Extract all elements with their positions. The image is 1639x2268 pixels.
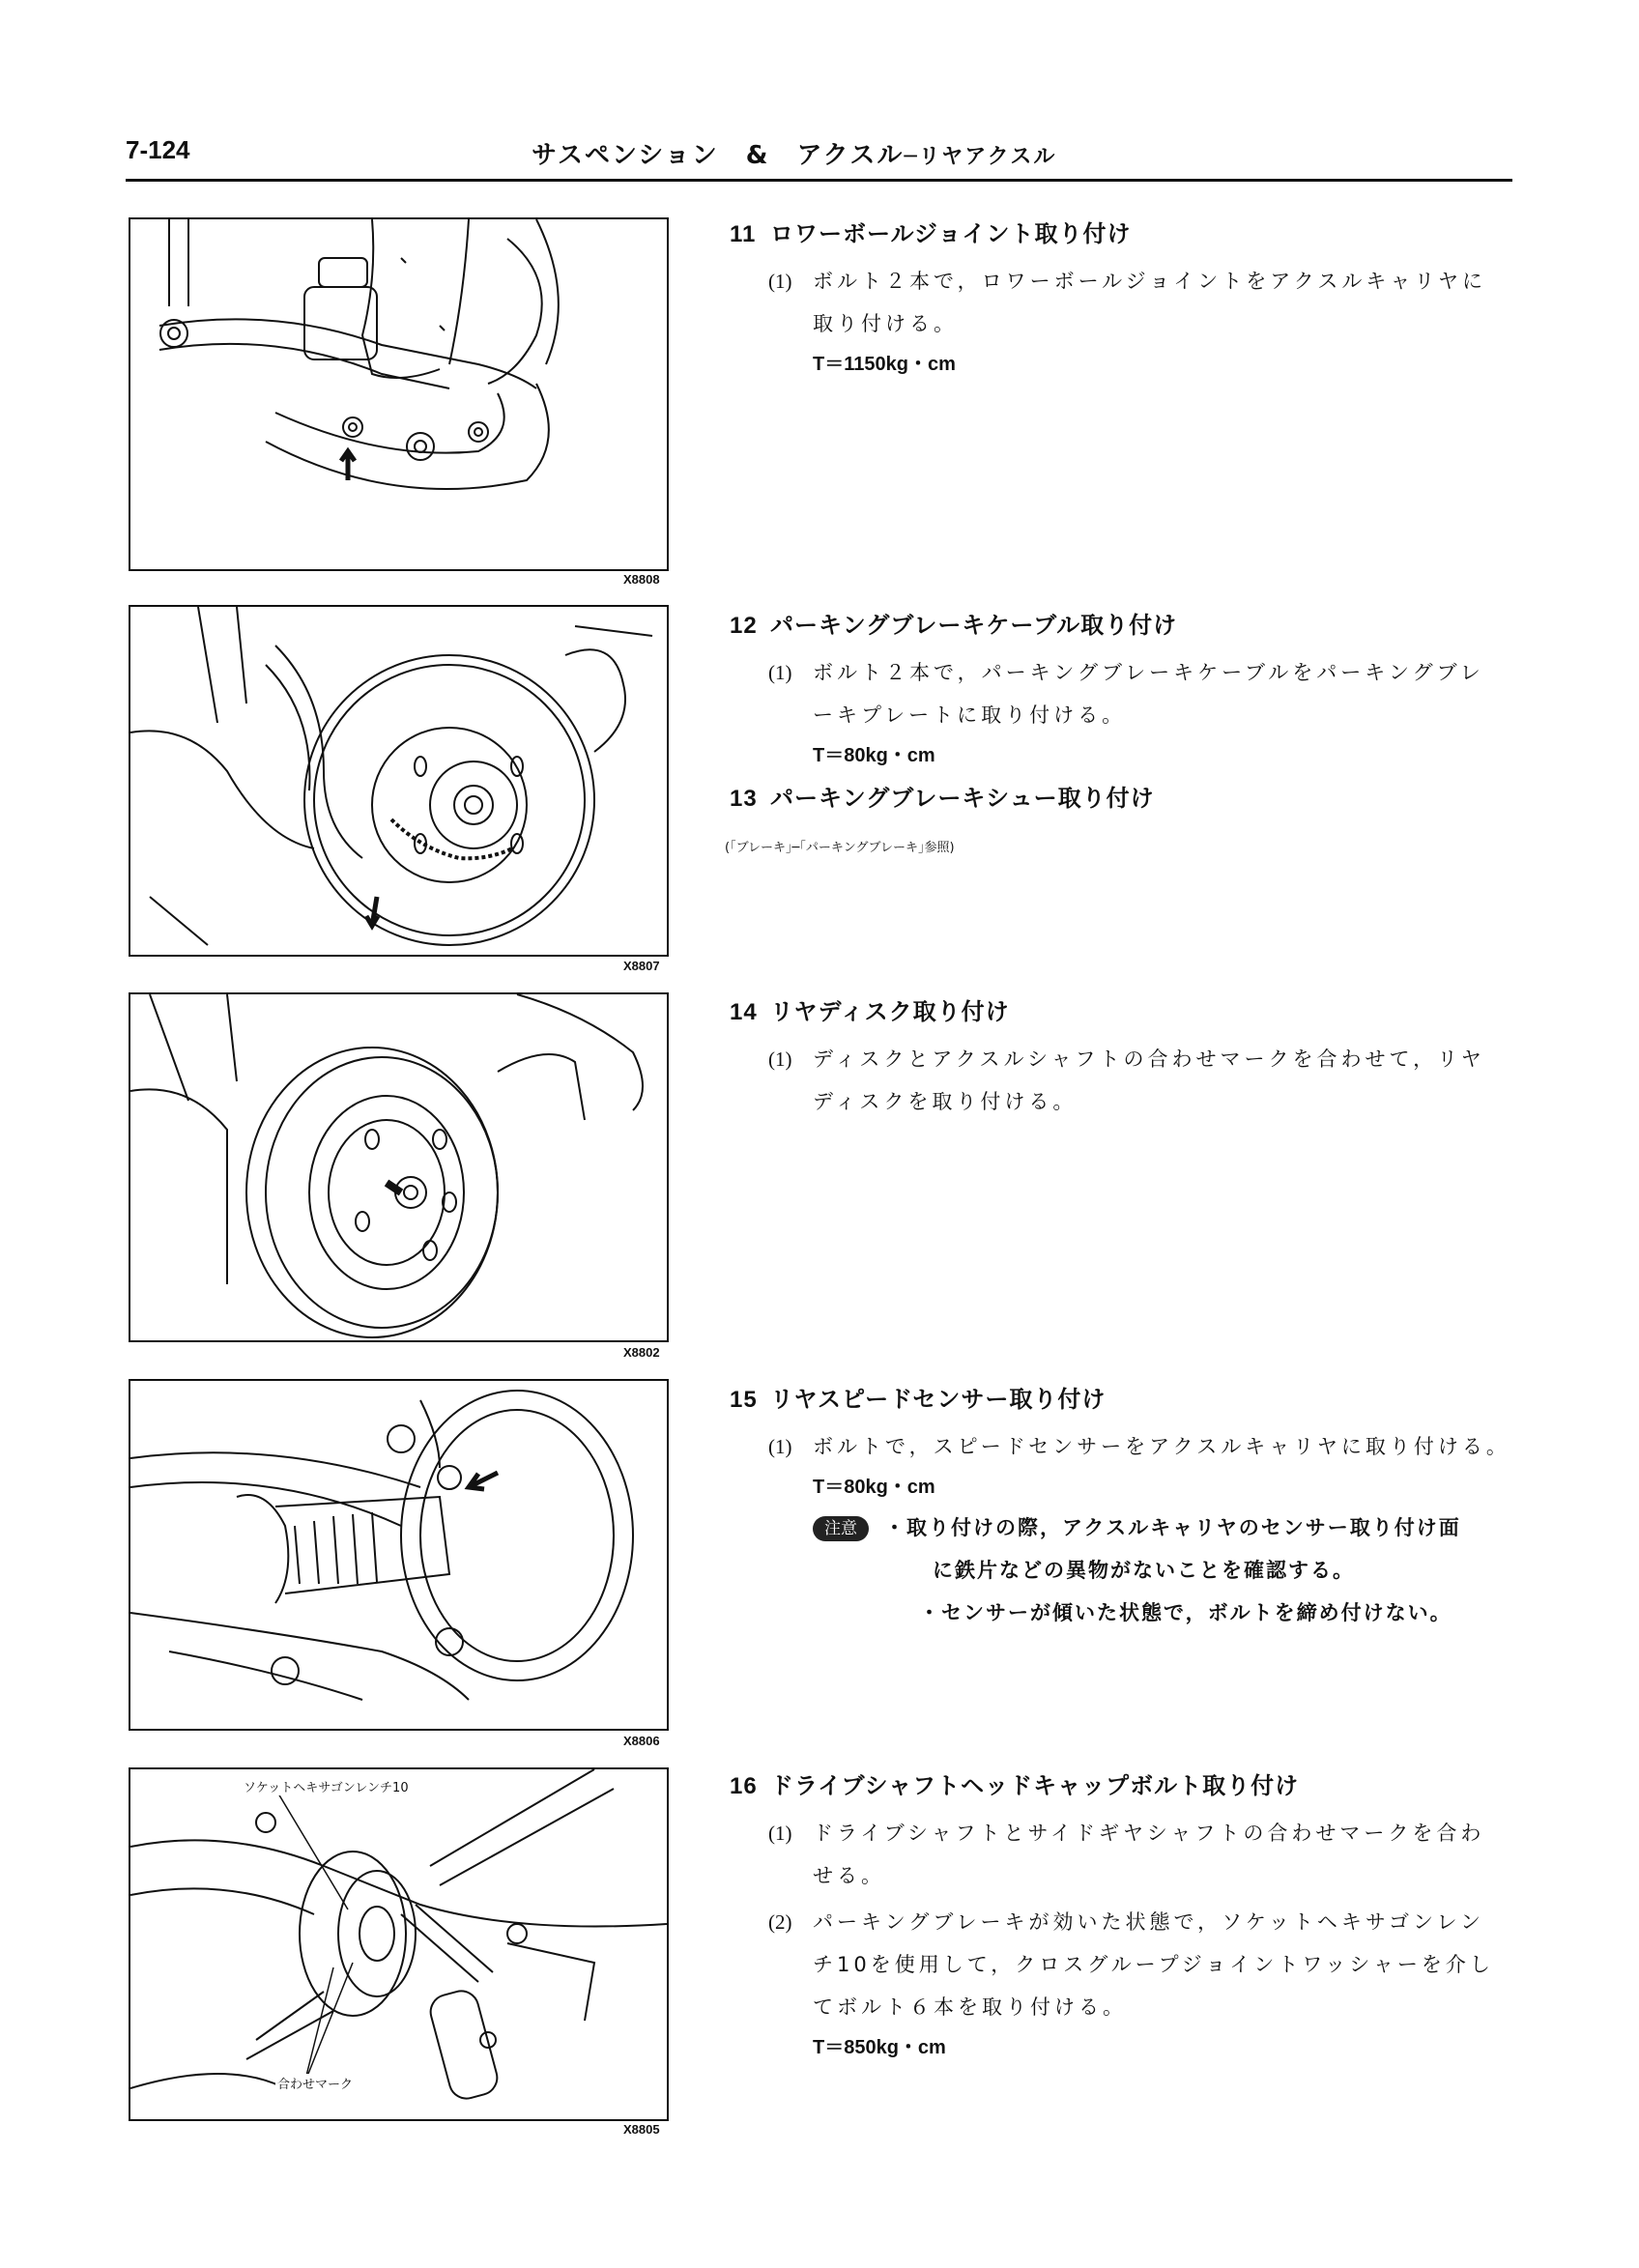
step-number: 16 [730, 1773, 758, 1799]
figure-code: X8802 [623, 1345, 660, 1360]
step-number: 14 [730, 999, 758, 1025]
figure-drive-shaft-bolts [129, 1767, 669, 2121]
step-14 [730, 992, 1522, 1123]
step-item [768, 1812, 1522, 1854]
figure-code: X8808 [623, 572, 660, 587]
step-title: パーキングブレーキケーブル取り付け [770, 612, 1178, 639]
item-text-cont: ディスクを取り付ける。 [813, 1090, 1078, 1113]
item-text-cont: てボルト６本を取り付ける。 [813, 1995, 1127, 2019]
step-title: リヤディスク取り付け [770, 998, 1010, 1025]
item-text-cont: せる。 [813, 1864, 885, 1887]
parking-brake-cable-illustration [130, 607, 667, 955]
step-item [768, 1901, 1522, 1943]
figure-rear-speed-sensor [129, 1379, 669, 1731]
step-title: ドライブシャフトヘッドキャップボルト取り付け [770, 1772, 1300, 1799]
step-title: ロワーボールジョイント取り付け [770, 220, 1132, 247]
step-title: パーキングブレーキシュー取り付け [770, 785, 1155, 812]
item-text-cont: 取り付ける。 [813, 312, 958, 335]
item-text-cont: チ10を使用して，クロスグループジョイントワッシャーを介し [813, 1953, 1494, 1976]
torque-spec: T＝80kg・cm [813, 745, 935, 766]
figure-rear-disc [129, 992, 669, 1342]
page-title-sub: ─リヤアクスル [904, 145, 1057, 169]
step-item [768, 1038, 1522, 1080]
step-heading [730, 1766, 1522, 1800]
caution-line: ・センサーが傾いた状態で，ボルトを締め付けない。 [919, 1601, 1452, 1624]
torque-spec: T＝850kg・cm [813, 2037, 946, 2058]
caution-line-cont: に鉄片などの異物がないことを確認する。 [933, 1559, 1355, 1582]
header-rule [126, 179, 1512, 182]
reference-note: (｢ブレーキ｣─｢パーキングブレーキ｣参照) [725, 841, 955, 855]
step-16 [730, 1766, 1522, 2067]
socket-wrench-callout: ソケットヘキサゴンレンチ10 [242, 1777, 411, 1795]
torque-spec: T＝80kg・cm [813, 1477, 935, 1498]
caution-note [813, 1507, 1522, 1549]
step-number: 15 [730, 1387, 758, 1413]
item-text-cont: ーキプレートに取り付ける。 [813, 703, 1127, 727]
rear-speed-sensor-illustration [130, 1381, 667, 1729]
page-number: 7-124 [126, 135, 190, 164]
step-heading [730, 1380, 1522, 1414]
step-heading [730, 215, 1522, 248]
step-item [768, 1425, 1522, 1468]
step-heading [730, 779, 1522, 813]
step-item [768, 260, 1522, 302]
lower-ball-joint-illustration [130, 219, 667, 569]
page-header [126, 135, 1512, 180]
item-index: (1) [768, 270, 792, 293]
item-text: ドライブシャフトとサイドギヤシャフトの合わせマークを合わ [813, 1822, 1485, 1845]
step-11 [730, 215, 1522, 384]
item-text: ボルト２本で，パーキングブレーキケーブルをパーキングブレ [813, 661, 1484, 684]
item-index: (1) [768, 1435, 792, 1458]
step-heading [730, 992, 1522, 1026]
page-title [532, 135, 1056, 171]
figure-code: X8805 [623, 2122, 660, 2137]
item-text: ディスクとアクスルシャフトの合わせマークを合わせて，リヤ [813, 1048, 1485, 1071]
item-index: (1) [768, 1048, 792, 1071]
step-12 [730, 606, 1522, 775]
drive-shaft-bolts-illustration [130, 1769, 667, 2119]
item-text: パーキングブレーキが効いた状態で，ソケットヘキサゴンレン [813, 1910, 1484, 1934]
step-item [768, 651, 1522, 694]
figure-code: X8806 [623, 1734, 660, 1748]
torque-spec: T＝1150kg・cm [813, 354, 956, 375]
item-text: ボルト２本で，ロワーボールジョイントをアクスルキャリヤに [813, 270, 1486, 293]
step-title: リヤスピードセンサー取り付け [770, 1386, 1107, 1413]
item-index: (1) [768, 1822, 792, 1845]
figure-lower-ball-joint [129, 217, 669, 571]
item-index: (2) [768, 1910, 792, 1934]
step-number: 11 [730, 221, 757, 247]
rear-disc-illustration [130, 994, 667, 1340]
caution-line: ・取り付けの際，アクスルキャリヤのセンサー取り付け面 [884, 1516, 1461, 1539]
step-13 [730, 779, 1522, 813]
match-mark-callout: 合わせマーク [275, 2074, 355, 2092]
step-15 [730, 1380, 1522, 1634]
figure-code: X8807 [623, 959, 660, 973]
step-number: 12 [730, 613, 758, 639]
page-title-main: サスペンション & アクスル [532, 141, 905, 170]
item-index: (1) [768, 661, 792, 684]
item-text: ボルトで，スピードセンサーをアクスルキャリヤに取り付ける。 [813, 1435, 1510, 1458]
step-number: 13 [730, 786, 758, 812]
caution-badge: 注意 [813, 1516, 869, 1541]
step-heading [730, 606, 1522, 640]
figure-parking-brake-cable [129, 605, 669, 957]
